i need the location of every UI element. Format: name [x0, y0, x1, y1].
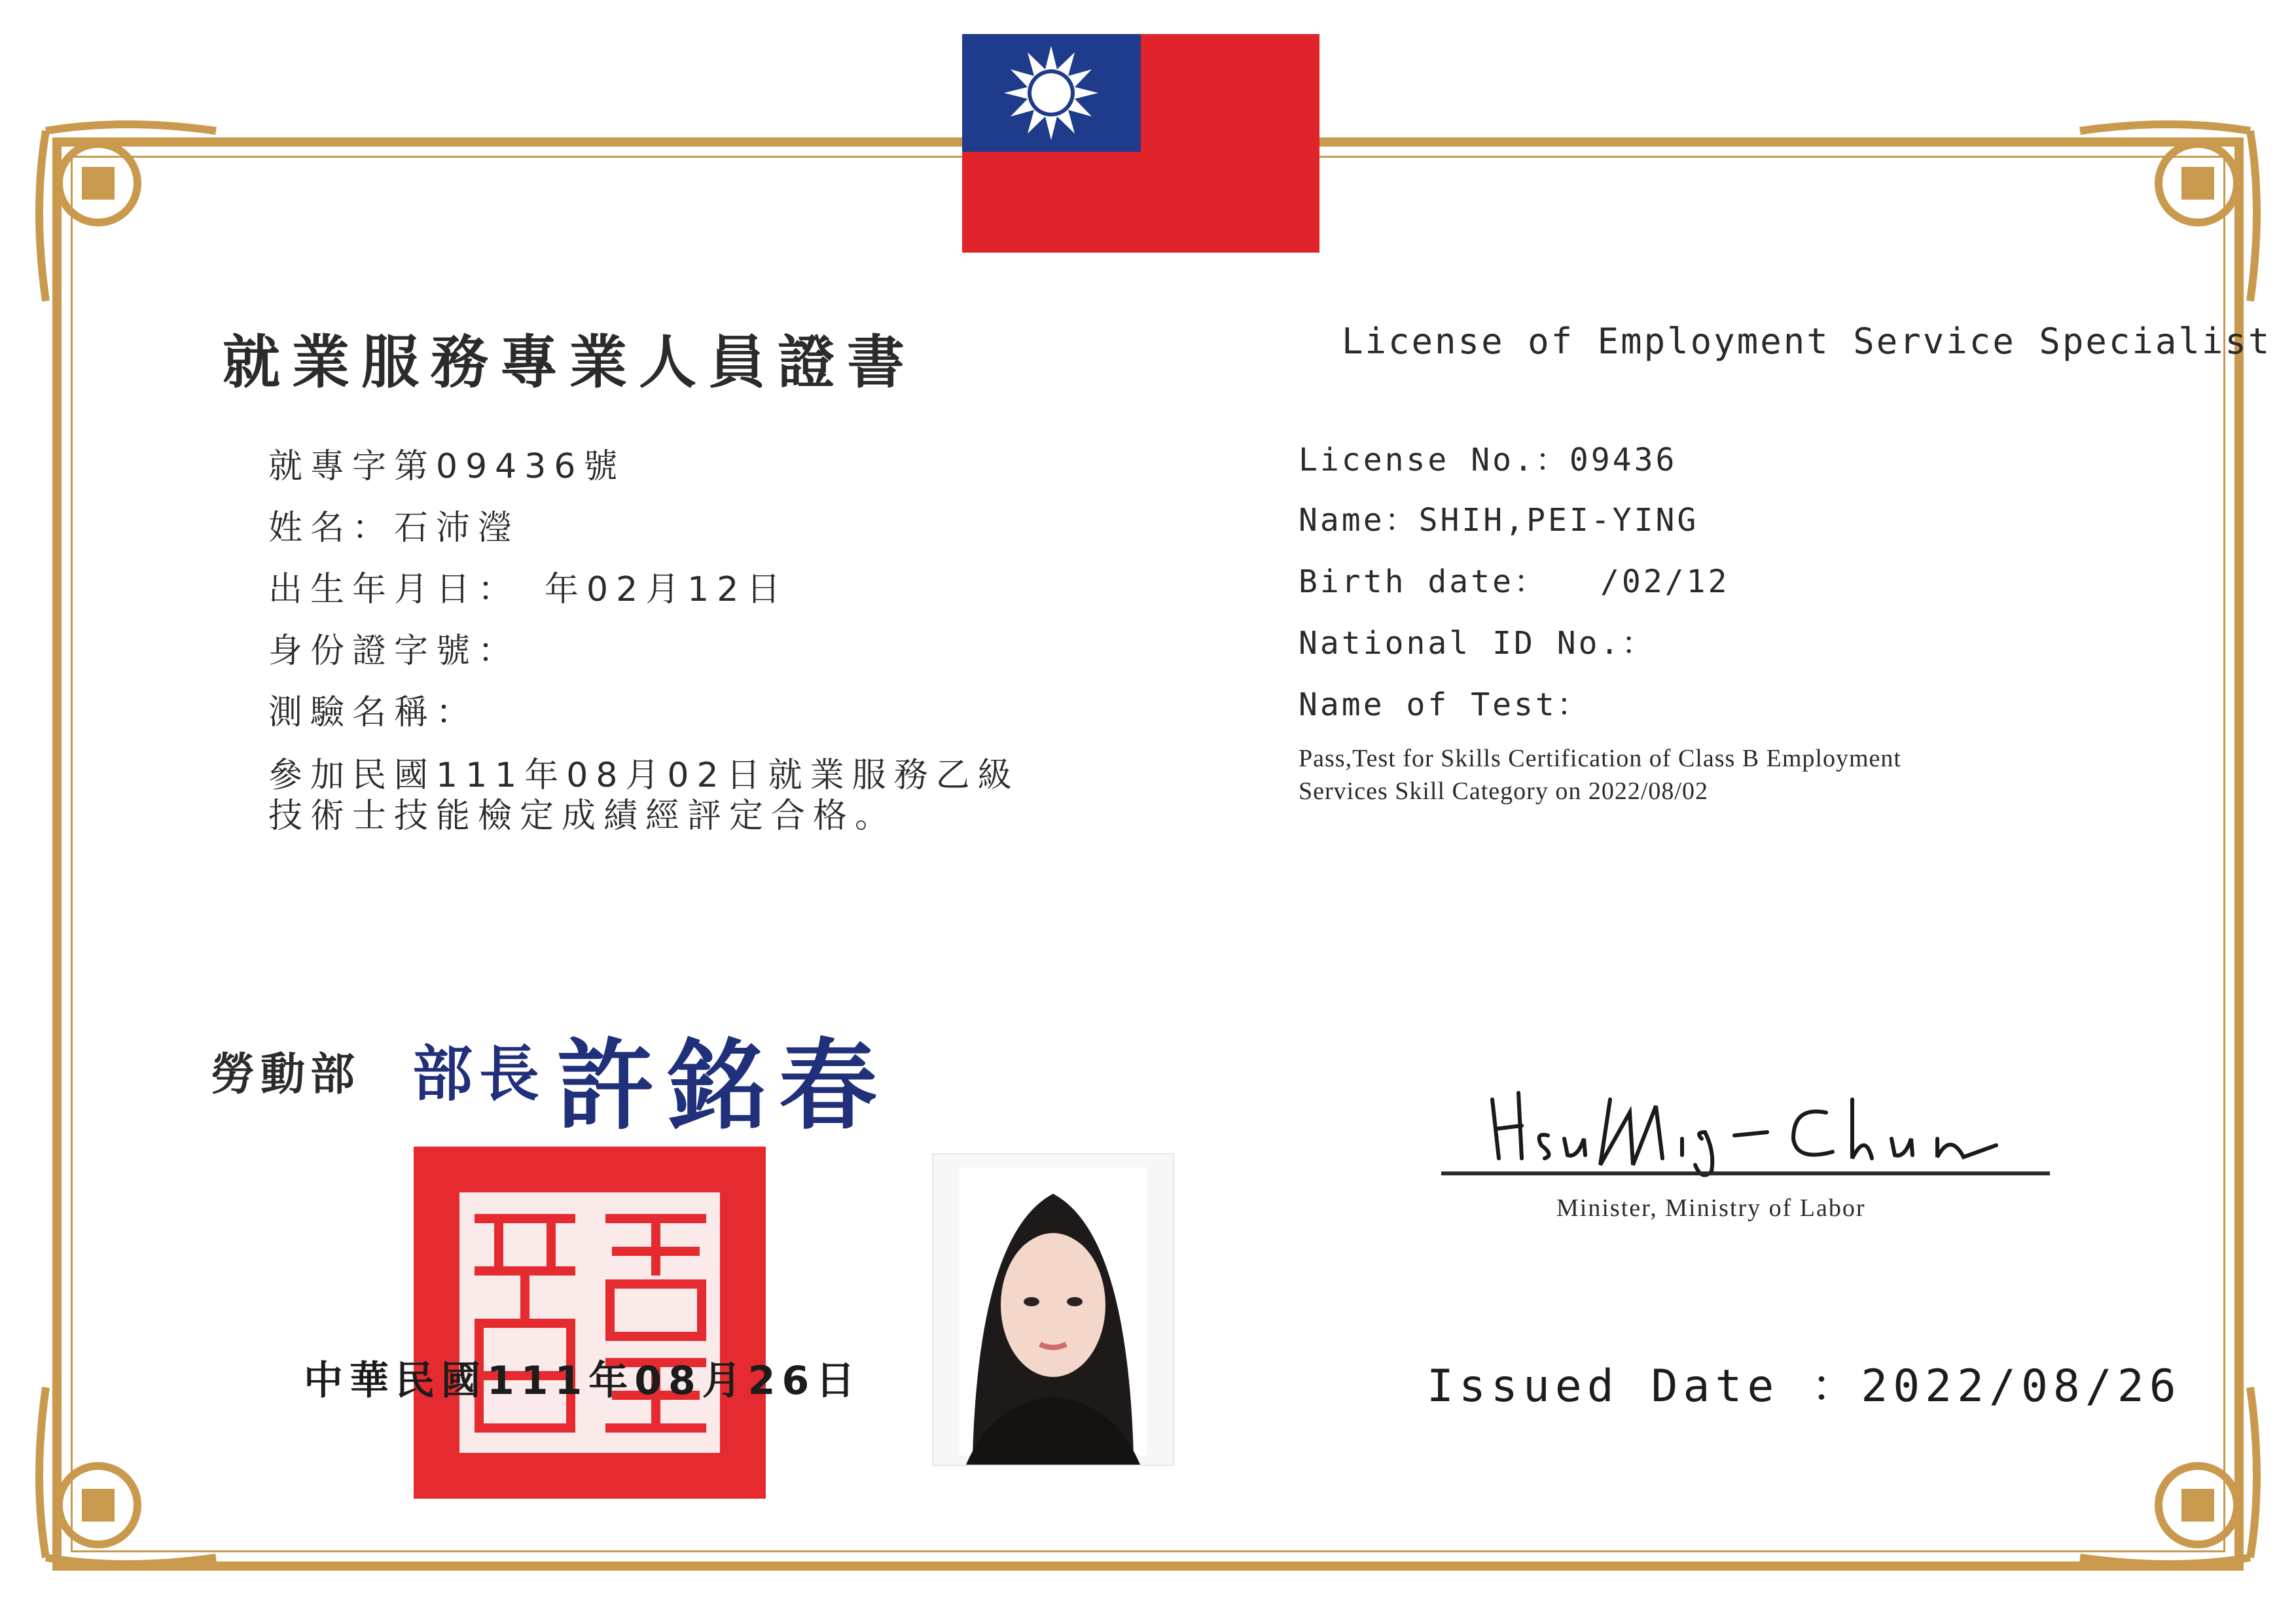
- minister-name-cn: 許銘春: [556, 1029, 891, 1143]
- name-en: Name：SHIH,PEI-YING: [1299, 502, 1699, 539]
- test-description-cn-line2: 技術士技能檢定成績經評定合格。: [268, 796, 897, 836]
- birth-date-en: Birth date： /02/12: [1299, 563, 1730, 600]
- roc-flag-icon: [962, 34, 1319, 253]
- minister-title-en: Minister, Ministry of Labor: [1556, 1194, 1866, 1222]
- national-id-cn: 身份證字號：: [268, 632, 520, 671]
- birth-date-cn: 出生年月日： 年02月12日: [268, 570, 789, 609]
- issue-date-cn: 中華民國111年08月26日: [304, 1358, 862, 1404]
- name-cn: 姓名：石沛瀅: [268, 509, 520, 548]
- ministry-name-cn: 勞動部: [211, 1049, 361, 1101]
- certificate-title-cn: 就業服務專業人員證書: [223, 329, 917, 396]
- seal-inner: [459, 1192, 720, 1453]
- corner-ornament-icon: [20, 105, 242, 327]
- test-description-en-line1: Pass,Test for Skills Certification of Class B Employment: [1299, 745, 1901, 772]
- signature-line: [1441, 1171, 2050, 1175]
- corner-ornament-icon: [2054, 105, 2276, 327]
- corner-ornament-icon: [20, 1361, 242, 1584]
- official-seal: [414, 1147, 766, 1499]
- issue-date-en: Issued Date ：2022/08/26: [1427, 1361, 2181, 1412]
- holder-photo: [932, 1153, 1174, 1466]
- minister-signature: [1486, 1073, 2009, 1185]
- certificate-title-en: License of Employment Service Specialist: [1342, 321, 2272, 362]
- test-description-en-line2: Services Skill Category on 2022/08/02: [1299, 777, 1708, 805]
- test-name-cn: 測驗名稱：: [268, 693, 478, 732]
- white-sun-icon: [962, 34, 1141, 152]
- test-description-cn-line1: 參加民國111年08月02日就業服務乙級: [268, 756, 1020, 795]
- flag-canton: [962, 34, 1141, 152]
- national-id-en: National ID No.：: [1299, 625, 1656, 662]
- license-number-en: License No.：09436: [1299, 442, 1677, 478]
- license-number-cn: 就專字第09436號: [268, 447, 626, 486]
- test-name-en: Name of Test：: [1299, 687, 1591, 723]
- minister-title-cn: 部長: [412, 1039, 547, 1109]
- seal-script-icon: [459, 1192, 720, 1453]
- portrait-photo-icon: [933, 1154, 1173, 1465]
